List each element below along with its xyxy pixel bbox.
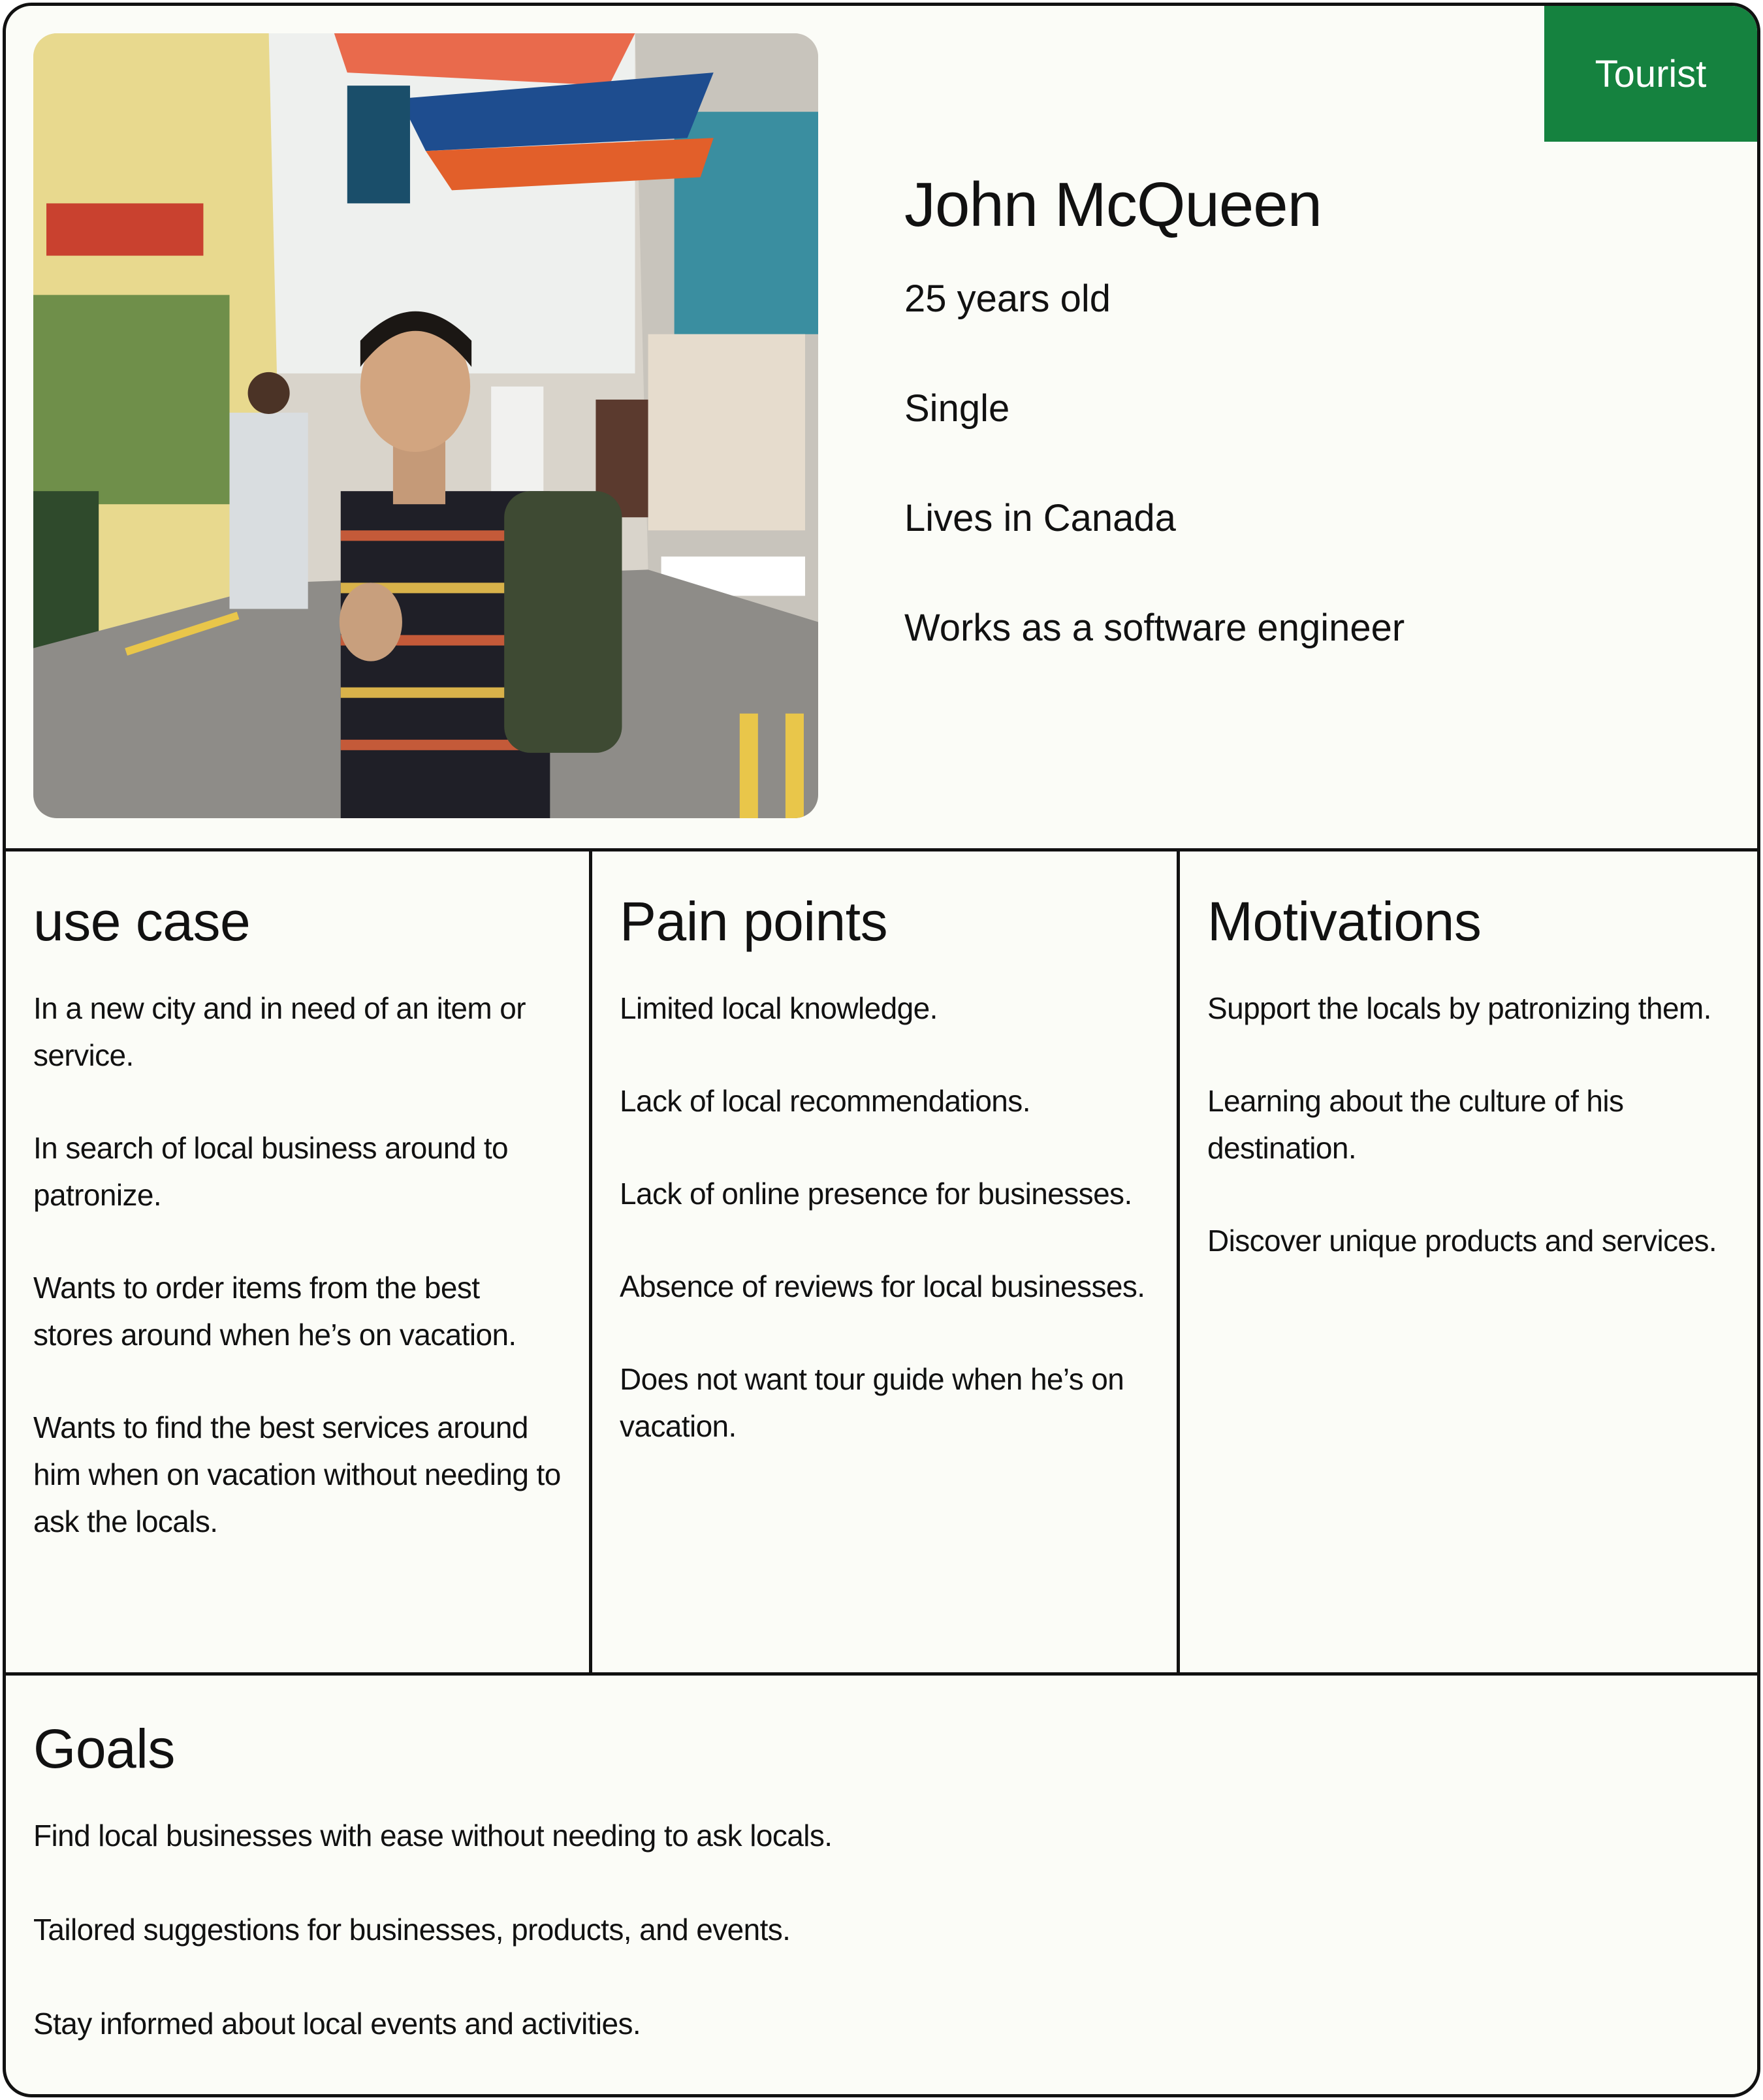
persona-age: 25 years old <box>904 278 1111 320</box>
persona-occupation: Works as a software engineer <box>904 607 1405 649</box>
list-item: Absence of reviews for local businesses. <box>620 1269 1145 1303</box>
persona-card <box>3 3 1760 2097</box>
list-item: Tailored suggestions for businesses, products, and events. <box>33 1913 791 1947</box>
motivations-title: Motivations <box>1207 891 1482 952</box>
list-item: Stay informed about local events and activities. <box>33 2007 641 2041</box>
persona-location: Lives in Canada <box>904 497 1176 539</box>
list-item: Wants to order items from the best stores around when he’s on vacation. <box>33 1271 516 1352</box>
list-item: Limited local knowledge. <box>620 991 938 1025</box>
persona-header <box>6 6 1757 848</box>
list-item: In a new city and in need of an item or service. <box>33 991 526 1072</box>
goals-title: Goals <box>33 1718 175 1779</box>
use-case-section <box>6 848 589 1672</box>
list-item: Discover unique products and services. <box>1207 1224 1717 1258</box>
persona-type-badge <box>1544 6 1757 142</box>
persona-marital-status: Single <box>904 387 1010 430</box>
goals-section <box>6 1676 1757 2094</box>
persona-name: John McQueen <box>904 170 1322 240</box>
list-item: Lack of online presence for businesses. <box>620 1177 1132 1211</box>
persona-photo <box>33 33 818 818</box>
list-item: Does not want tour guide when he’s on vacation. <box>620 1362 1124 1443</box>
pain-points-section <box>592 848 1177 1672</box>
list-item: Support the locals by patronizing them. <box>1207 991 1711 1025</box>
persona-info <box>904 169 1405 715</box>
street-photo-illustration <box>33 33 818 818</box>
list-item: Find local businesses with ease without needing to ask locals. <box>33 1819 833 1853</box>
use-case-title: use case <box>33 891 251 952</box>
badge-label: Tourist <box>1595 52 1707 95</box>
motivations-section <box>1180 848 1757 1672</box>
pain-points-title: Pain points <box>620 891 888 952</box>
list-item: Wants to find the best services around him when on vacation without needing to ask the locals. <box>33 1410 561 1538</box>
list-item: In search of local business around to patronize. <box>33 1131 509 1212</box>
list-item: Learning about the culture of his destination. <box>1207 1084 1624 1165</box>
list-item: Lack of local recommendations. <box>620 1084 1030 1118</box>
